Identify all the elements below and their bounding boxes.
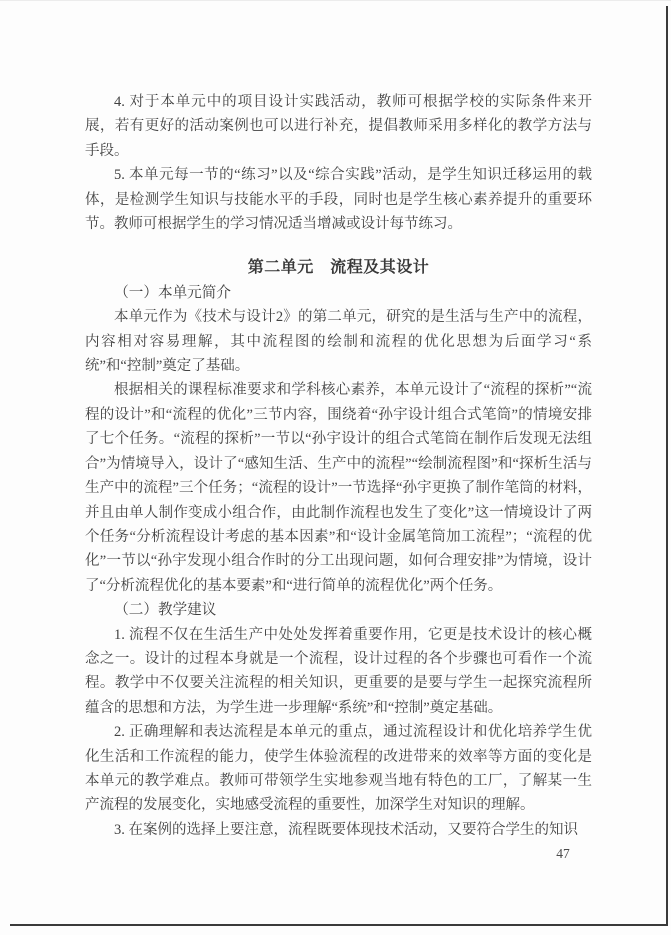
paragraph-item-4: 4. 对于本单元中的项目设计实践活动，教师可根据学校的实际条件来开展，若有更好的活动案例也可以进行补充，提倡教师采用多样化的教学方法与手段。 xyxy=(85,94,592,159)
scan-border-bottom xyxy=(10,924,668,926)
paragraph-advice-3-partial: 3. 在案例的选择上要注意，流程既要体现技术活动，又要符合学生的知识 xyxy=(114,821,578,838)
page-number: 47 xyxy=(556,846,570,861)
paragraph-item-5: 5. 本单元每一节的“练习”以及“综合实践”活动，是学生知识迁移运用的载体，是检测学生知识与技能水平的手段，同时也是学生核心素养提升的重要环节。教师可根据学生的学习情况适当增减或设计每节练习。 xyxy=(85,167,592,233)
subheading-teaching-advice: （二）教学建议 xyxy=(114,602,217,619)
paragraph-unit-intro-1: 本单元作为《技术与设计2》的第二单元，研究的是生活与生产中的流程，内容相对容易理解，其中流程图的绘制和流程的优化思想为后面学习“系统”和“控制”奠定了基础。 xyxy=(85,309,592,375)
subheading-unit-intro: （一）本单元简介 xyxy=(114,284,231,301)
unit-title: 第二单元 流程及其设计 xyxy=(247,259,430,277)
scan-border-right xyxy=(666,6,668,926)
paragraph-advice-1: 1. 流程不仅在生活生产中处处发挥着重要作用，它更是技术设计的核心概念之一。设计的过程本身就是一个流程，设计过程的各个步骤也可看作一个流程。教学中不仅要关注流程的相关知识，更重要的是要与学生一起探究流程所蕴含的思想和方法，为学生进一步理解“系统”和“控制”奠定基础。 xyxy=(85,626,592,716)
page-text-block xyxy=(85,90,592,842)
paragraph-advice-2: 2. 正确理解和表达流程是本单元的重点，通过流程设计和优化培养学生优化生活和工作流程的能力，使学生体验流程的改进带来的效率等方面的变化是本单元的教学难点。教师可带领学生实地参观当地有特色的工厂，了解某一生产流程的发展变化，实地感受流程的重要性，加深学生对知识的理解。 xyxy=(85,724,592,814)
scan-edge-top xyxy=(0,0,671,1)
paragraph-unit-intro-2: 根据相关的课程标准要求和学科核心素养，本单元设计了“流程的探析”“流程的设计”和“流程的优化”三节内容，围绕着“孙宇设计组合式笔筒”的情境安排了七个任务。“流程的探析”一节以“孙宇设计的组合式笔筒在制作后发现无法组合”为情境导入，设计了“感知生活、生产中的流程”“绘制流程图”和“探析生活与生产中的流程”三个任务；“流程的设计”一节选择“孙宇更换了制作笔筒的材料，并且由单人制作变成小组合作，由此制作流程也发生了变化”这一情境设计了两个任务“分析流程设计考虑的基本因素”和“设计金属笔筒加工流程”；“流程的优化”一节以“孙宇发现小组合作时的分工出现问题，如何合理安排”为情境，设计了“分析流程优化的基本要素”和“进行简单的流程优化”两个任务。 xyxy=(85,382,592,594)
